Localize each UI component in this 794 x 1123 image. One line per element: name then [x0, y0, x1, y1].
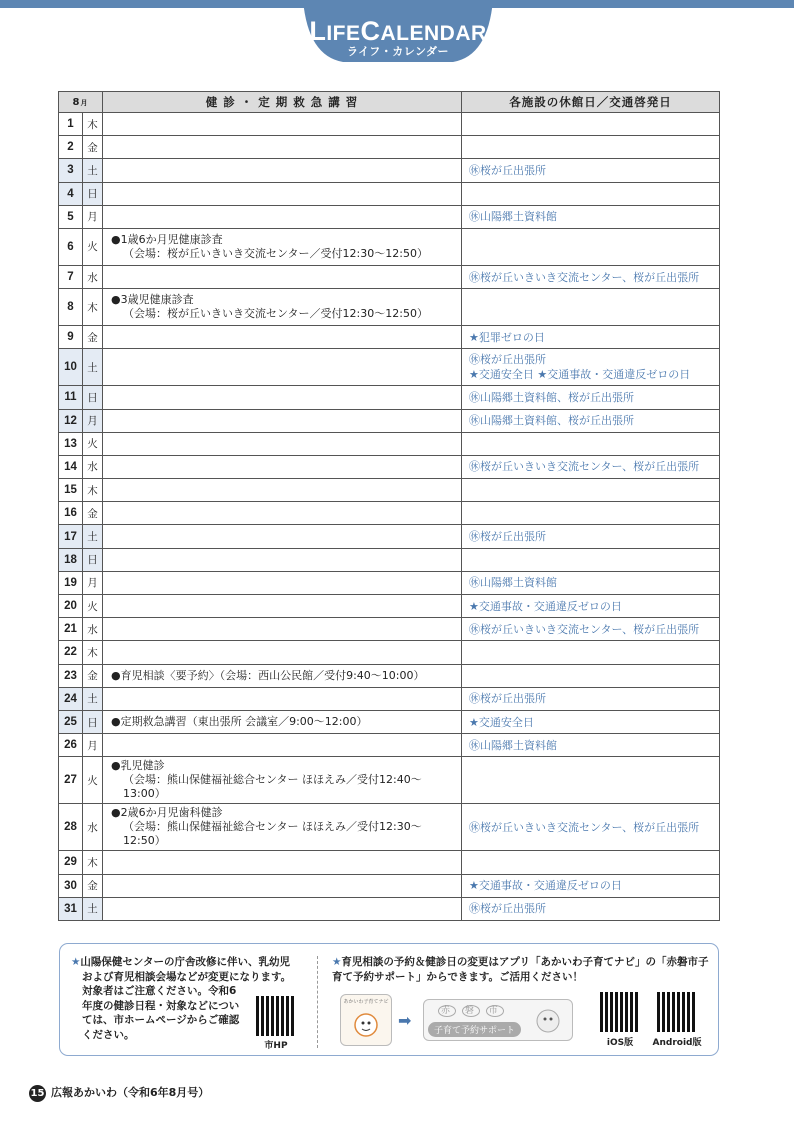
event-cell	[103, 479, 462, 502]
events-column-header: 健 診 ・ 定 期 救 急 講 習	[103, 92, 462, 113]
event-cell	[103, 874, 462, 897]
app2-char1: 赤	[438, 1005, 456, 1017]
event-text: （会場：桜が丘いきいき交流センター／受付12:30～12:50）	[123, 307, 428, 321]
logo-subtitle: ライフ・カレンダー	[346, 45, 450, 58]
day-number: 18	[59, 548, 83, 571]
weekday: 日	[83, 710, 103, 733]
event-cell	[103, 326, 462, 349]
day-number: 29	[59, 851, 83, 874]
closed-cell	[462, 897, 720, 920]
closed-text: ㊡桜が丘いきいき交流センター、桜が丘出張所	[469, 622, 700, 636]
closed-cell	[462, 757, 720, 804]
closed-text: ★交通安全日 ★交通事故・交通違反ゼロの日	[469, 368, 691, 382]
day-number: 20	[59, 595, 83, 618]
app2-char3: 市	[486, 1005, 504, 1017]
notice-right-text: 育児相談の予約＆健診日の変更はアプリ「あかいわ子育てナビ」の「赤磐市子育て予約サポート」からできます。ご活用ください！	[332, 956, 709, 983]
closed-text: ㊡桜が丘いきいき交流センター、桜が丘出張所	[469, 270, 700, 284]
closed-text: ㊡山陽郷土資料館	[469, 210, 557, 224]
closed-text: ㊡桜が丘いきいき交流センター、桜が丘出張所	[469, 460, 700, 474]
weekday: 月	[83, 409, 103, 432]
table-row	[59, 618, 720, 641]
event-cell	[103, 525, 462, 548]
event-cell	[103, 228, 462, 265]
day-number: 5	[59, 205, 83, 228]
page-number: 15	[29, 1085, 46, 1102]
star-icon: ★	[71, 956, 81, 968]
event-cell	[103, 205, 462, 228]
event-cell	[103, 851, 462, 874]
weekday: 金	[83, 502, 103, 525]
weekday: 日	[83, 182, 103, 205]
closed-cell	[462, 479, 720, 502]
event-cell	[103, 349, 462, 386]
weekday: 日	[83, 548, 103, 571]
event-cell	[103, 502, 462, 525]
day-number: 10	[59, 349, 83, 386]
qr-code-city-icon[interactable]	[256, 996, 296, 1036]
closed-cell	[462, 349, 720, 386]
closed-text: ㊡桜が丘出張所	[469, 163, 546, 177]
notice-left-body: 対象者はご注意ください。令和6年度の健診日程・対象などについては、市ホームページからご確認ください。	[82, 985, 240, 1041]
day-number: 28	[59, 804, 83, 851]
day-number: 13	[59, 432, 83, 455]
closed-cell	[462, 710, 720, 733]
weekday: 日	[83, 386, 103, 409]
footer-text: 広報あかいわ（令和6年8月号）	[51, 1086, 210, 1099]
closed-cell	[462, 851, 720, 874]
closed-cell	[462, 326, 720, 349]
closed-cell	[462, 571, 720, 594]
day-number: 6	[59, 228, 83, 265]
day-number: 21	[59, 618, 83, 641]
day-number: 26	[59, 734, 83, 757]
event-text: ●2歳6か月児歯科健診	[111, 806, 223, 820]
closed-cell	[462, 289, 720, 326]
weekday: 土	[83, 159, 103, 182]
day-number: 31	[59, 897, 83, 920]
closed-text: ★犯罪ゼロの日	[469, 330, 545, 344]
closed-text: ★交通事故・交通違反ゼロの日	[469, 879, 622, 893]
closed-cell	[462, 687, 720, 710]
event-cell	[103, 757, 462, 804]
qr-code-ios-icon[interactable]	[600, 992, 640, 1032]
divider	[317, 956, 318, 1048]
event-cell	[103, 136, 462, 159]
table-row	[59, 664, 720, 687]
day-number: 9	[59, 326, 83, 349]
event-cell	[103, 641, 462, 664]
event-cell	[103, 159, 462, 182]
closed-text: ㊡山陽郷土資料館	[469, 576, 557, 590]
mascot-icon	[530, 1006, 566, 1036]
weekday: 土	[83, 349, 103, 386]
event-cell	[103, 710, 462, 733]
weekday: 水	[83, 804, 103, 851]
table-row	[59, 502, 720, 525]
table-row	[59, 265, 720, 288]
event-cell	[103, 113, 462, 136]
table-row	[59, 409, 720, 432]
event-cell	[103, 734, 462, 757]
qr-city-label: 市HP	[264, 1041, 288, 1051]
closed-text: ★交通安全日	[469, 715, 534, 729]
app2-sub: 子育て予約サポート	[428, 1022, 521, 1037]
event-text: （会場：熊山保健福祉総合センター ほほえみ／受付12:40～13:00）	[123, 773, 422, 801]
event-cell	[103, 618, 462, 641]
day-number: 2	[59, 136, 83, 159]
notice-box	[59, 943, 719, 1056]
table-row	[59, 205, 720, 228]
qr-android-label: Android版	[652, 1038, 702, 1048]
table-row	[59, 136, 720, 159]
weekday: 木	[83, 479, 103, 502]
event-text: ●乳児健診	[111, 759, 165, 773]
closed-cell	[462, 595, 720, 618]
weekday: 土	[83, 897, 103, 920]
mascot-icon	[341, 1005, 391, 1045]
closed-cell	[462, 664, 720, 687]
event-text: ●1歳6か月児健康診査	[111, 232, 223, 246]
event-cell	[103, 548, 462, 571]
weekday: 水	[83, 455, 103, 478]
table-row	[59, 897, 720, 920]
notice-left-line1: 山陽保健センターの庁舎改修に伴い、乳幼児	[80, 956, 291, 968]
table-row	[59, 571, 720, 594]
closed-text: ㊡桜が丘出張所	[469, 530, 546, 544]
closed-cell	[462, 386, 720, 409]
weekday: 火	[83, 432, 103, 455]
weekday: 木	[83, 113, 103, 136]
closed-cell	[462, 502, 720, 525]
table-row	[59, 595, 720, 618]
app1-label: あかいわ子育てナビ	[343, 999, 389, 1005]
event-cell	[103, 595, 462, 618]
event-text: （会場：桜が丘いきいき交流センター／受付12:30～12:50）	[123, 246, 428, 260]
weekday: 水	[83, 265, 103, 288]
table-row	[59, 289, 720, 326]
event-cell	[103, 571, 462, 594]
weekday: 土	[83, 525, 103, 548]
table-row	[59, 159, 720, 182]
closed-text: ㊡山陽郷土資料館、桜が丘出張所	[469, 414, 634, 428]
day-number: 22	[59, 641, 83, 664]
table-row	[59, 687, 720, 710]
closed-cell	[462, 228, 720, 265]
closed-cell	[462, 618, 720, 641]
notice-left-line2: および育児相談会場などが変更になります。	[82, 970, 292, 983]
star-icon: ★	[332, 956, 342, 968]
day-number: 14	[59, 455, 83, 478]
weekday: 木	[83, 289, 103, 326]
weekday: 火	[83, 228, 103, 265]
closed-text: ㊡桜が丘出張所	[469, 353, 546, 367]
event-cell	[103, 897, 462, 920]
calendar-table	[58, 91, 720, 921]
event-text: ●育児相談〈要予約〉（会場：西山公民館／受付9:40～10:00）	[111, 668, 425, 682]
table-row	[59, 804, 720, 851]
day-number: 19	[59, 571, 83, 594]
calendar-body	[59, 113, 720, 921]
table-row	[59, 455, 720, 478]
closed-cell	[462, 265, 720, 288]
weekday: 月	[83, 205, 103, 228]
event-cell	[103, 409, 462, 432]
closed-cell	[462, 641, 720, 664]
closed-text: ㊡桜が丘いきいき交流センター、桜が丘出張所	[469, 820, 700, 834]
app-icon-kosodate-navi[interactable]	[340, 994, 392, 1046]
table-row	[59, 548, 720, 571]
day-number: 4	[59, 182, 83, 205]
closed-text: ㊡桜が丘出張所	[469, 692, 546, 706]
table-row	[59, 874, 720, 897]
table-row	[59, 525, 720, 548]
weekday: 金	[83, 136, 103, 159]
event-cell	[103, 432, 462, 455]
day-number: 23	[59, 664, 83, 687]
table-row	[59, 326, 720, 349]
closed-cell	[462, 734, 720, 757]
table-row	[59, 734, 720, 757]
app2-char2: 磐	[462, 1005, 480, 1017]
weekday: 金	[83, 326, 103, 349]
event-cell	[103, 289, 462, 326]
event-cell	[103, 182, 462, 205]
event-cell	[103, 804, 462, 851]
weekday: 木	[83, 851, 103, 874]
closed-cell	[462, 159, 720, 182]
weekday: 水	[83, 618, 103, 641]
event-text: ●定期救急講習（東出張所 会議室／9:00～12:00）	[111, 715, 368, 729]
day-number: 1	[59, 113, 83, 136]
table-row	[59, 182, 720, 205]
day-number: 24	[59, 687, 83, 710]
closed-text: ㊡山陽郷土資料館	[469, 738, 557, 752]
event-cell	[103, 687, 462, 710]
logo-text: LIFECALENDAR	[309, 16, 487, 46]
weekday: 木	[83, 641, 103, 664]
event-cell	[103, 664, 462, 687]
day-number: 11	[59, 386, 83, 409]
weekday: 月	[83, 571, 103, 594]
month-header: 8月	[59, 92, 103, 113]
closed-cell	[462, 455, 720, 478]
table-row	[59, 851, 720, 874]
header-tab	[303, 0, 493, 66]
closed-cell	[462, 804, 720, 851]
table-row	[59, 113, 720, 136]
closed-text: ㊡桜が丘出張所	[469, 902, 546, 916]
table-row	[59, 641, 720, 664]
table-row	[59, 349, 720, 386]
day-number: 17	[59, 525, 83, 548]
table-row	[59, 479, 720, 502]
day-number: 25	[59, 710, 83, 733]
closed-cell	[462, 874, 720, 897]
table-row	[59, 432, 720, 455]
weekday: 金	[83, 664, 103, 687]
closed-cell	[462, 136, 720, 159]
closed-text: ★交通事故・交通違反ゼロの日	[469, 599, 622, 613]
weekday: 月	[83, 734, 103, 757]
qr-ios-label: iOS版	[606, 1038, 634, 1048]
closed-cell	[462, 113, 720, 136]
day-number: 27	[59, 757, 83, 804]
event-text: ●3歳児健康診査	[111, 293, 194, 307]
closed-cell	[462, 525, 720, 548]
table-row	[59, 386, 720, 409]
closed-cell	[462, 432, 720, 455]
closed-cell	[462, 182, 720, 205]
closed-cell	[462, 205, 720, 228]
table-header-row	[59, 92, 720, 113]
day-number: 3	[59, 159, 83, 182]
notice-right	[332, 955, 712, 984]
day-number: 8	[59, 289, 83, 326]
table-row	[59, 710, 720, 733]
table-row	[59, 228, 720, 265]
weekday: 火	[83, 595, 103, 618]
closed-cell	[462, 409, 720, 432]
app-banner-yoyaku-support[interactable]	[423, 999, 573, 1041]
weekday: 火	[83, 757, 103, 804]
closed-column-header: 各施設の休館日／交通啓発日	[462, 92, 720, 113]
arrow-right-icon: ➡	[398, 1011, 412, 1030]
closed-cell	[462, 548, 720, 571]
event-cell	[103, 386, 462, 409]
table-row	[59, 757, 720, 804]
closed-text: ㊡山陽郷土資料館、桜が丘出張所	[469, 390, 634, 404]
day-number: 12	[59, 409, 83, 432]
footer	[29, 1084, 209, 1102]
qr-code-android-icon[interactable]	[657, 992, 697, 1032]
weekday: 金	[83, 874, 103, 897]
day-number: 30	[59, 874, 83, 897]
day-number: 7	[59, 265, 83, 288]
event-cell	[103, 455, 462, 478]
weekday: 土	[83, 687, 103, 710]
event-text: （会場：熊山保健福祉総合センター ほほえみ／受付12:30～12:50）	[123, 820, 422, 848]
event-cell	[103, 265, 462, 288]
day-number: 16	[59, 502, 83, 525]
day-number: 15	[59, 479, 83, 502]
